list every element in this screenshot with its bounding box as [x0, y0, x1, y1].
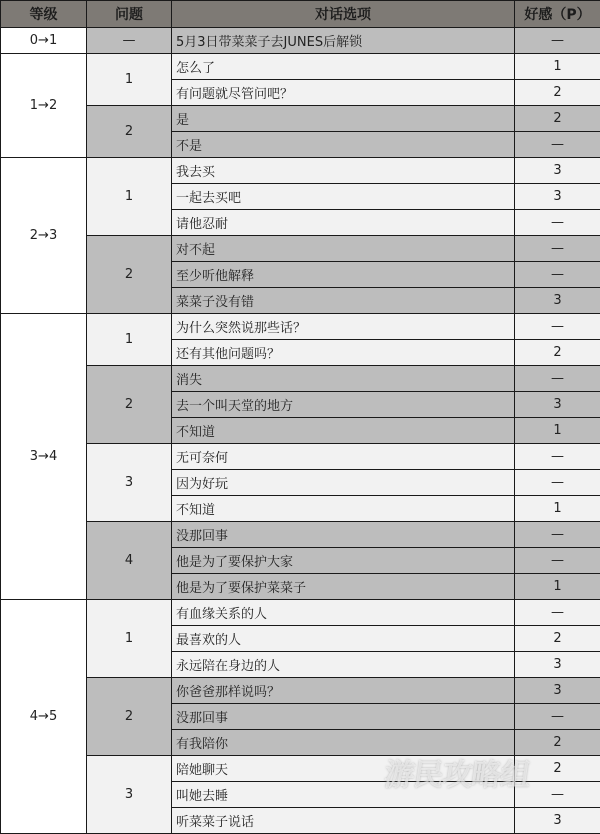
question-cell: 2: [87, 366, 172, 444]
affinity-cell: —: [515, 366, 600, 392]
question-cell: 2: [87, 236, 172, 314]
affinity-cell: 3: [515, 808, 600, 834]
level-cell: 0→1: [1, 28, 87, 54]
header-affinity: 好感（P）: [515, 1, 600, 28]
option-cell: 有问题就尽管问吧？: [172, 80, 515, 106]
option-cell: 菜菜子没有错: [172, 288, 515, 314]
level-cell: 3→4: [1, 314, 87, 600]
affinity-cell: 2: [515, 340, 600, 366]
affinity-cell: —: [515, 704, 600, 730]
header-option: 对话选项: [172, 1, 515, 28]
option-cell: 消失: [172, 366, 515, 392]
affinity-cell: 2: [515, 106, 600, 132]
question-cell: 2: [87, 678, 172, 756]
option-cell: 我去买: [172, 158, 515, 184]
header-level: 等级: [1, 1, 87, 28]
table-row: [1, 678, 600, 704]
affinity-cell: 1: [515, 54, 600, 80]
affinity-cell: —: [515, 782, 600, 808]
affinity-cell: 1: [515, 496, 600, 522]
option-cell: 为什么突然说那些话？: [172, 314, 515, 340]
affinity-cell: 3: [515, 392, 600, 418]
table-row: [1, 106, 600, 132]
table-row: [1, 522, 600, 548]
affinity-cell: 2: [515, 80, 600, 106]
affinity-cell: 3: [515, 184, 600, 210]
affinity-cell: —: [515, 262, 600, 288]
question-cell: 1: [87, 158, 172, 236]
question-cell: 3: [87, 756, 172, 834]
affinity-cell: —: [515, 314, 600, 340]
affinity-cell: 2: [515, 756, 600, 782]
level-cell: 2→3: [1, 158, 87, 314]
option-cell: 有血缘关系的人: [172, 600, 515, 626]
table-row: [1, 158, 600, 184]
question-cell: 4: [87, 522, 172, 600]
option-cell: 是: [172, 106, 515, 132]
option-cell: 不知道: [172, 418, 515, 444]
header-question: 问题: [87, 1, 172, 28]
table-row: [1, 28, 600, 54]
option-cell: 叫她去睡: [172, 782, 515, 808]
question-cell: 1: [87, 600, 172, 678]
question-cell: —: [87, 28, 172, 54]
option-cell: 他是为了要保护大家: [172, 548, 515, 574]
table-row: [1, 756, 600, 782]
option-cell: 对不起: [172, 236, 515, 262]
table-row: [1, 444, 600, 470]
affinity-cell: —: [515, 28, 600, 54]
level-cell: 4→5: [1, 600, 87, 834]
watermark-logo: 游民攻略组: [382, 750, 533, 794]
option-cell: 有我陪你: [172, 730, 515, 756]
affinity-cell: —: [515, 236, 600, 262]
option-cell: 请他忍耐: [172, 210, 515, 236]
affinity-cell: —: [515, 470, 600, 496]
affinity-cell: —: [515, 444, 600, 470]
option-cell: 一起去买吧: [172, 184, 515, 210]
question-cell: 1: [87, 314, 172, 366]
option-cell: 陪她聊天: [172, 756, 515, 782]
affinity-cell: 1: [515, 418, 600, 444]
option-cell: 5月3日带菜菜子去JUNES后解锁: [172, 28, 515, 54]
table-row: [1, 314, 600, 340]
affinity-cell: 3: [515, 158, 600, 184]
table-row: [1, 366, 600, 392]
option-cell: 没那回事: [172, 704, 515, 730]
affinity-cell: 1: [515, 574, 600, 600]
option-cell: 他是为了要保护菜菜子: [172, 574, 515, 600]
table-row: [1, 54, 600, 80]
option-cell: 至少听他解释: [172, 262, 515, 288]
header-row: [1, 1, 600, 28]
option-cell: 不是: [172, 132, 515, 158]
affinity-cell: 3: [515, 288, 600, 314]
question-cell: 3: [87, 444, 172, 522]
option-cell: 还有其他问题吗？: [172, 340, 515, 366]
option-cell: 你爸爸那样说吗？: [172, 678, 515, 704]
option-cell: 听菜菜子说话: [172, 808, 515, 834]
affinity-cell: —: [515, 210, 600, 236]
option-cell: 没那回事: [172, 522, 515, 548]
option-cell: 去一个叫天堂的地方: [172, 392, 515, 418]
affinity-cell: 3: [515, 652, 600, 678]
affinity-cell: —: [515, 600, 600, 626]
table-row: [1, 600, 600, 626]
question-cell: 2: [87, 106, 172, 158]
question-cell: 1: [87, 54, 172, 106]
option-cell: 无可奈何: [172, 444, 515, 470]
option-cell: 永远陪在身边的人: [172, 652, 515, 678]
affinity-cell: —: [515, 132, 600, 158]
option-cell: 因为好玩: [172, 470, 515, 496]
affinity-cell: 2: [515, 626, 600, 652]
affinity-cell: —: [515, 548, 600, 574]
table-row: [1, 236, 600, 262]
affinity-cell: —: [515, 522, 600, 548]
option-cell: 怎么了: [172, 54, 515, 80]
option-cell: 不知道: [172, 496, 515, 522]
option-cell: 最喜欢的人: [172, 626, 515, 652]
affinity-cell: 3: [515, 678, 600, 704]
level-cell: 1→2: [1, 54, 87, 158]
affinity-cell: 2: [515, 730, 600, 756]
